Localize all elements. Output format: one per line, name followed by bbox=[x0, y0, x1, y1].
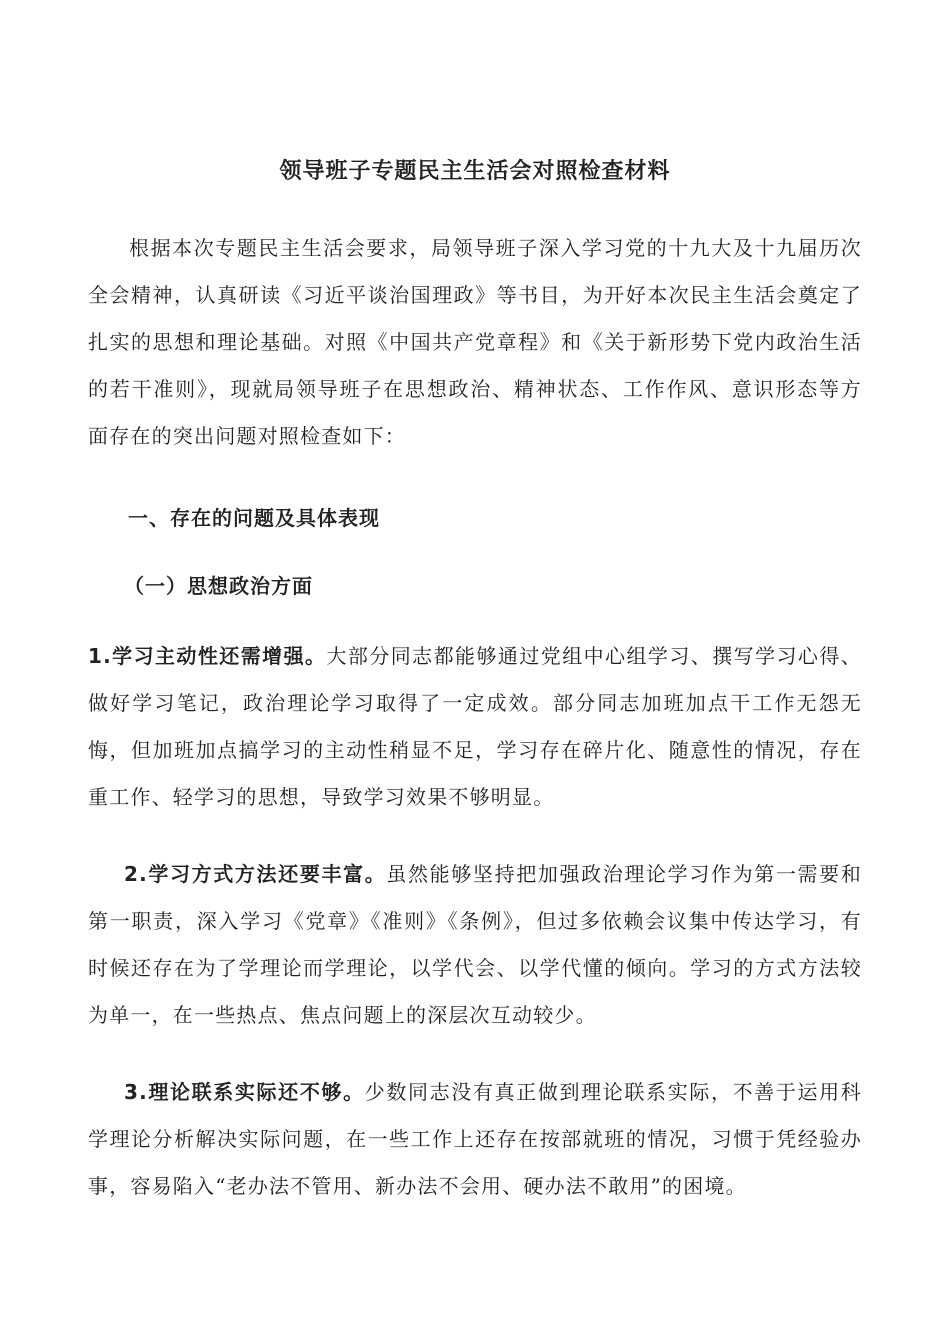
item-paragraph-3 bbox=[88, 1069, 862, 1210]
intro-paragraph: 根据本次专题民主生活会要求，局领导班子深入学习党的十九大及十九届历次全会精神，认真研读《习近平谈治国理政》等书目，为开好本次民主生活会奠定了扎实的思想和理论基础。对照《中国共产党章程》和《关于新形势下党内政治生活的若干准则》，现就局领导班子在思想政治、精神状态、工作作风、意识形态等方面存在的突出问题对照检查如下： bbox=[88, 236, 862, 448]
item-text-3: 少数同志没有真正做到理论联系实际，不善于运用科学理论分析解决实际问题，在一些工作上还存在按部就班的情况，习惯于凭经验办事，容易陷入“老办法不管用、新办法不会用、硬办法不敢用”的困境。 bbox=[88, 1080, 862, 1198]
subsection-heading: （一）思想政治方面 bbox=[124, 574, 313, 598]
item-lead-1: 1.学习主动性还需增强。 bbox=[88, 644, 327, 668]
item-text-2: 虽然能够坚持把加强政治理论学习作为第一需要和第一职责，深入学习《党章》《准则》《条例》，但过多依赖会议集中传达学习，有时候还存在为了学理论而学理论，以学代会、以学代懂的倾向。学习的方式方法较为单一，在一些热点、焦点问题上的深层次互动较少。 bbox=[88, 862, 862, 1027]
item-lead-3: 3.理论联系实际还不够。 bbox=[124, 1080, 365, 1104]
item-paragraph-2 bbox=[88, 851, 862, 1039]
item-lead-2: 2.学习方式方法还要丰富。 bbox=[124, 862, 387, 886]
item-text-1: 大部分同志都能够通过党组中心组学习、撰写学习心得、做好学习笔记，政治理论学习取得了一定成效。部分同志加班加点干工作无怨无悔，但加班加点搞学习的主动性稍显不足，学习存在碎片化、随意性的情况，存在重工作、轻学习的思想，导致学习效果不够明显。 bbox=[88, 644, 862, 809]
section-heading: 一、存在的问题及具体表现 bbox=[128, 506, 380, 530]
item-paragraph-1 bbox=[88, 633, 862, 821]
document-title: 领导班子专题民主生活会对照检查材料 bbox=[279, 159, 671, 184]
